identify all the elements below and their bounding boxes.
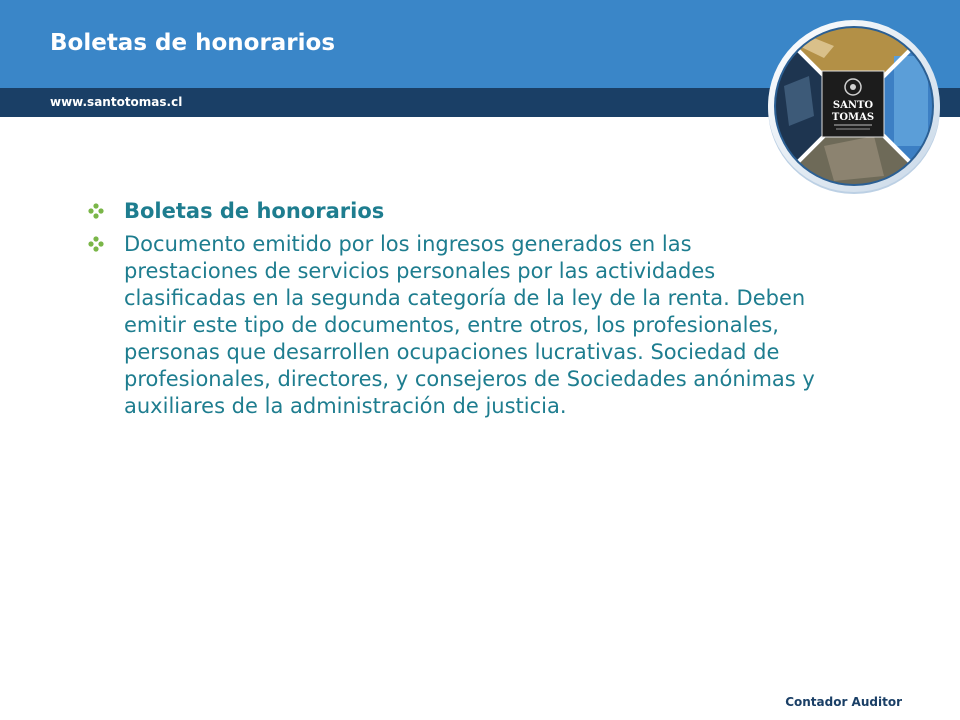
diamond-bullet-icon (88, 198, 124, 223)
logo-line-2: TOMAS (831, 112, 875, 123)
logo-line-1: SANTO (832, 100, 874, 111)
website-url: www.santotomas.cl (50, 95, 183, 109)
slide-content (88, 198, 828, 426)
santo-tomas-logo (764, 16, 944, 196)
footer-label: Contador Auditor (785, 695, 902, 709)
bullet-item (88, 231, 828, 420)
bullet-heading: Boletas de honorarios (124, 199, 385, 223)
slide-title: Boletas de honorarios (50, 30, 336, 56)
bullet-body: Documento emitido por los ingresos generados en las prestaciones de servicios personales por las actividades clasificadas en la segunda categoría de la ley de la renta. Deben emitir este tipo de documentos, entre otros, los profesionales, personas que desarrollen ocupaciones lucrativas. Sociedad de profesionales, directores, y consejeros de Sociedades anónimas y auxiliares de la administración de justicia. (124, 232, 815, 418)
bullet-item (88, 198, 828, 225)
diamond-bullet-icon (88, 231, 124, 256)
